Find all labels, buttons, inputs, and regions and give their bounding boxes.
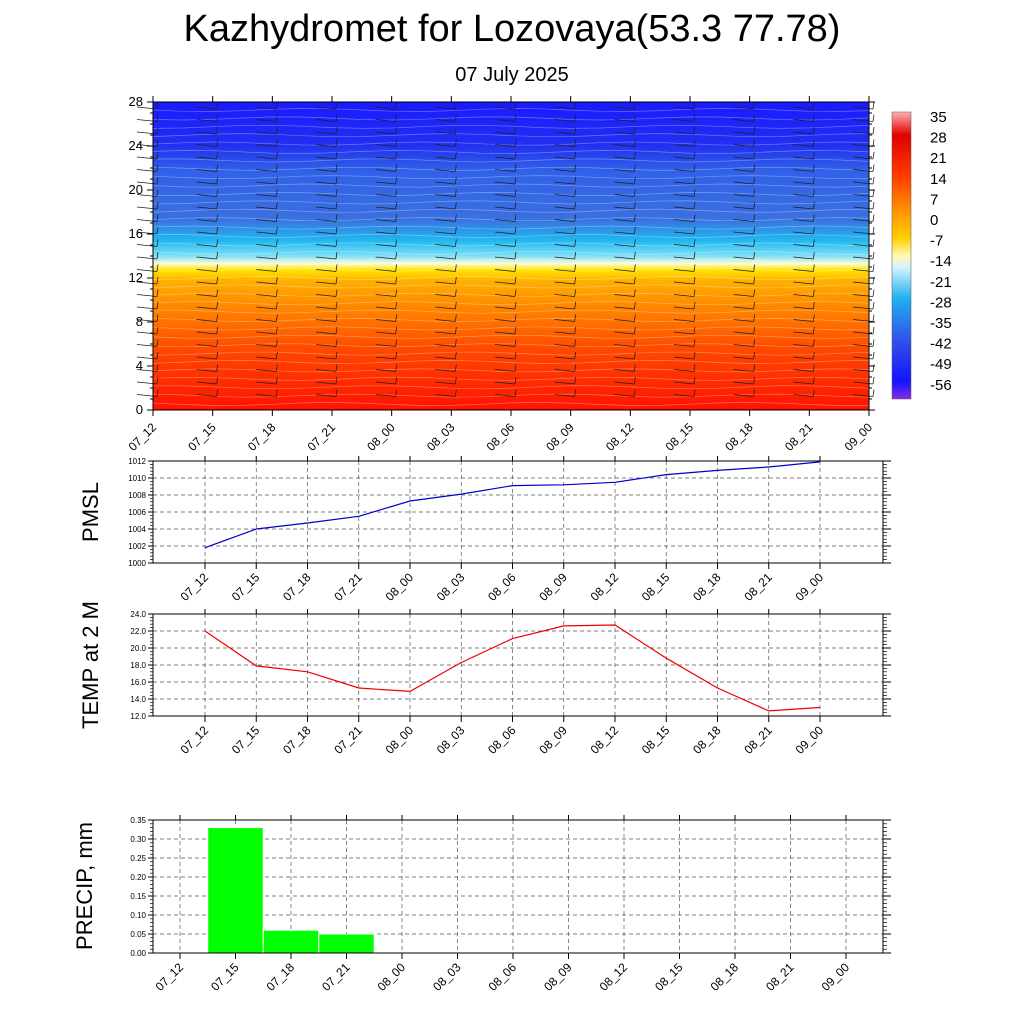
y-tick-label: 1000: [128, 559, 146, 568]
y-tick-label: 0.20: [130, 873, 146, 882]
y-tick-label: 1010: [128, 474, 146, 483]
x-tick-label: 07_15: [228, 570, 263, 604]
precip-bar: [208, 828, 264, 953]
y-tick-label: 12.0: [130, 712, 146, 721]
x-tick-label: 08_15: [638, 723, 673, 757]
y-tick-label: 8: [135, 314, 143, 329]
wind-barb-flag: [873, 140, 874, 147]
y-tick-label: 1006: [128, 508, 146, 517]
y-tick-label: 12: [128, 270, 143, 285]
x-tick-label: 07_15: [208, 960, 242, 994]
y-axis-label: PRECIP, mm: [72, 822, 97, 950]
x-tick-label: 08_15: [662, 420, 697, 454]
y-tick-label: 16: [128, 226, 143, 241]
x-tick-label: 07_21: [304, 420, 339, 454]
colorbar-label: 35: [930, 109, 947, 126]
chart-title: Kazhydromet for Lozovaya(53.3 77.78): [183, 8, 841, 50]
x-tick-label: 08_21: [741, 723, 775, 757]
colorbar-label: -7: [930, 232, 944, 250]
wind-barb-flag: [873, 202, 874, 209]
chart-subtitle: 07 July 2025: [455, 64, 569, 86]
wind-barb-flag: [873, 390, 874, 397]
colorbar-label: -14: [930, 253, 952, 271]
colorbar-label: 28: [930, 129, 947, 147]
x-tick-label: 08_18: [722, 420, 756, 454]
y-tick-label: 0.10: [130, 911, 146, 920]
wind-barb-flag: [873, 265, 874, 272]
x-tick-label: 08_21: [781, 420, 816, 454]
wind-barb-flag: [873, 190, 874, 197]
x-tick-label: 07_18: [244, 420, 279, 454]
x-tick-label: 08_09: [536, 570, 570, 604]
x-tick-label: 08_03: [433, 723, 468, 757]
y-tick-label: 22.0: [130, 627, 146, 636]
x-tick-label: 08_09: [536, 723, 570, 757]
y-tick-label: 18.0: [130, 661, 146, 670]
x-tick-label: 09_00: [792, 723, 827, 757]
y-tick-label: 16.0: [130, 678, 146, 687]
x-tick-label: 07_12: [125, 420, 160, 454]
x-tick-label: 07_18: [280, 570, 314, 604]
y-tick-label: 24: [128, 138, 143, 153]
x-tick-label: 08_03: [423, 420, 458, 454]
x-tick-label: 09_00: [841, 420, 876, 454]
colorbar-label: -28: [930, 294, 952, 312]
wind-barb-flag: [873, 252, 874, 259]
x-tick-label: 07_18: [263, 960, 298, 994]
y-tick-label: 1004: [128, 525, 146, 534]
x-tick-label: 08_03: [433, 570, 468, 604]
colorbar-label: 7: [930, 191, 939, 209]
colorbar-label: -21: [930, 273, 952, 291]
x-tick-label: 08_00: [382, 723, 417, 757]
y-tick-label: 0.15: [130, 892, 146, 901]
y-tick-label: 28: [128, 94, 143, 109]
y-tick-label: 1002: [128, 542, 146, 551]
temp-2m-panel: [78, 601, 891, 757]
x-tick-label: 08_06: [483, 420, 518, 454]
x-tick-label: 08_09: [543, 420, 577, 454]
x-tick-label: 08_18: [690, 723, 724, 757]
colorbar-label: -42: [930, 335, 952, 353]
temperature-heatmap-panel: [126, 94, 876, 454]
x-tick-label: 07_12: [177, 723, 212, 757]
x-tick-label: 08_06: [485, 960, 520, 994]
wind-barb-flag: [873, 352, 874, 359]
heatmap-field: [153, 102, 869, 410]
x-tick-label: 08_00: [382, 570, 417, 604]
y-tick-label: 0.35: [130, 816, 146, 825]
colorbar-label: 14: [930, 170, 947, 188]
wind-barb-flag: [873, 102, 874, 109]
x-tick-label: 08_15: [638, 570, 673, 604]
x-tick-label: 07_12: [177, 570, 212, 604]
y-tick-label: 0.00: [130, 949, 146, 958]
x-tick-label: 08_00: [364, 420, 398, 454]
y-tick-label: 20.0: [130, 644, 146, 653]
x-tick-label: 08_00: [374, 960, 409, 994]
x-tick-label: 07_21: [331, 570, 365, 604]
x-tick-label: 08_06: [485, 570, 519, 604]
y-axis-label: TEMP at 2 M: [78, 601, 103, 729]
x-tick-label: 09_00: [818, 960, 853, 994]
wind-barb-flag: [873, 377, 874, 384]
x-tick-label: 08_03: [430, 960, 464, 994]
y-tick-label: 24.0: [130, 610, 146, 619]
wind-barb-flag: [873, 177, 874, 184]
colorbar: [892, 109, 952, 399]
precip-bar: [319, 934, 375, 953]
y-tick-label: 0.05: [130, 930, 146, 939]
colorbar-label: 0: [930, 212, 939, 229]
precip-bar: [263, 930, 319, 953]
wind-barb-flag: [873, 165, 874, 172]
wind-barb-flag: [873, 315, 874, 322]
colorbar-gradient: [892, 112, 911, 399]
wind-barb-flag: [873, 127, 874, 134]
colorbar-label: -56: [930, 376, 952, 394]
colorbar-labels: [930, 109, 952, 394]
pmsl-panel: [78, 456, 891, 604]
x-tick-label: 08_12: [587, 723, 622, 757]
wind-barb-flag: [873, 215, 874, 222]
x-tick-label: 08_09: [541, 960, 575, 994]
wind-barb-flag: [873, 327, 874, 334]
colorbar-label: -49: [930, 356, 952, 374]
colorbar-label: -35: [930, 315, 952, 332]
x-tick-label: 07_21: [319, 960, 353, 994]
x-tick-label: 08_12: [602, 420, 637, 454]
x-tick-label: 08_06: [485, 723, 519, 757]
y-tick-label: 0.30: [130, 835, 146, 844]
x-tick-label: 07_21: [331, 723, 365, 757]
wind-barb-flag: [873, 240, 874, 247]
x-tick-label: 08_21: [763, 960, 797, 994]
x-tick-label: 07_15: [185, 420, 219, 454]
y-axis-label: PMSL: [78, 482, 103, 542]
y-tick-label: 1012: [128, 457, 146, 466]
precip-panel: [72, 815, 891, 994]
wind-barb-flag: [873, 302, 874, 309]
wind-barb-flag: [873, 152, 874, 159]
x-tick-label: 07_18: [280, 723, 314, 757]
y-tick-label: 20: [128, 182, 143, 197]
x-tick-label: 07_12: [152, 960, 187, 994]
y-tick-label: 0: [135, 402, 143, 417]
x-tick-label: 08_18: [707, 960, 742, 994]
colorbar-label: 21: [930, 150, 947, 168]
wind-barb-flag: [873, 227, 874, 234]
y-tick-label: 1008: [128, 491, 146, 500]
x-tick-label: 08_15: [652, 960, 686, 994]
x-tick-label: 09_00: [792, 570, 827, 604]
x-tick-label: 08_12: [596, 960, 631, 994]
x-tick-label: 08_12: [587, 570, 622, 604]
wind-barb-flag: [873, 290, 874, 297]
wind-barb-flag: [873, 340, 874, 347]
x-tick-label: 08_21: [741, 570, 775, 604]
x-tick-label: 07_15: [228, 723, 263, 757]
y-tick-label: 0.25: [130, 854, 146, 863]
y-tick-label: 14.0: [130, 695, 146, 704]
wind-barb-flag: [873, 115, 874, 122]
x-tick-label: 08_18: [690, 570, 724, 604]
y-tick-label: 4: [135, 358, 143, 373]
